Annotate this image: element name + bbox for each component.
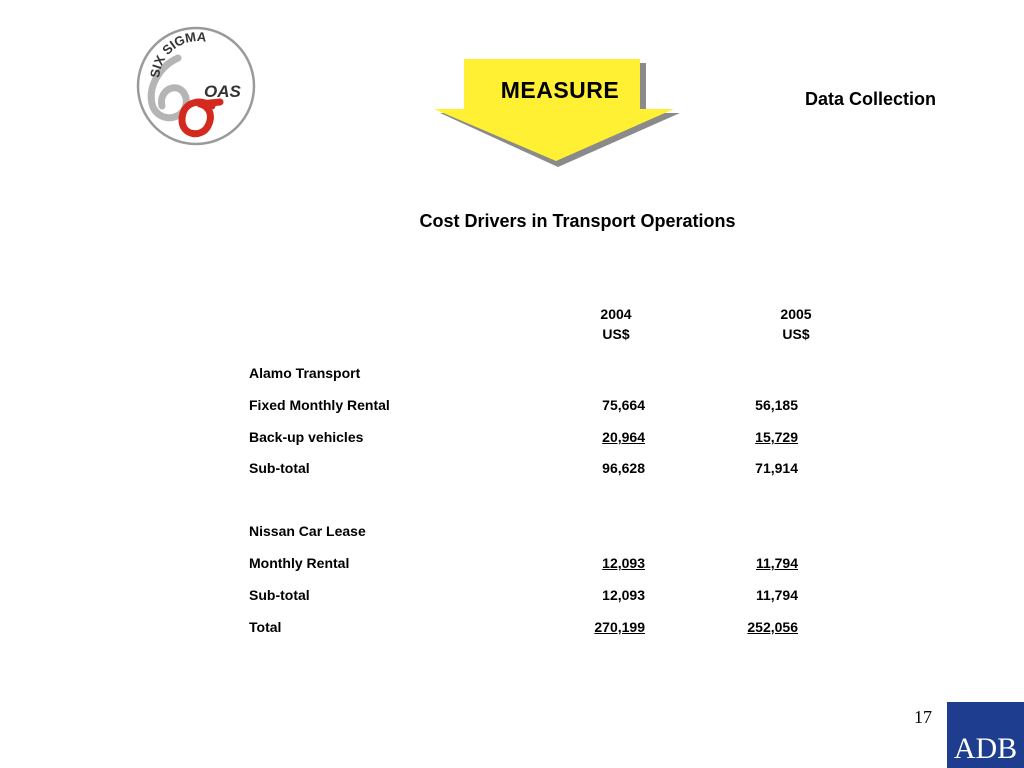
column-header-2005 <box>751 304 841 344</box>
cell-2005: 15,729 <box>755 429 798 445</box>
column-year: 2004 <box>600 306 632 322</box>
page-number: 17 <box>914 707 932 727</box>
cell-2004: 12,093 <box>602 587 645 603</box>
cell-2004: 75,664 <box>602 397 645 413</box>
svg-text:SIX SIGMA: SIX SIGMA <box>147 28 208 79</box>
column-unit: US$ <box>602 326 630 342</box>
column-year: 2005 <box>780 306 812 322</box>
cell-2005: 252,056 <box>747 619 798 635</box>
phase-label: MEASURE <box>500 77 620 103</box>
row-label: Nissan Car Lease <box>249 523 366 539</box>
section-label: Data Collection <box>804 89 936 109</box>
row-label: Fixed Monthly Rental <box>249 397 390 413</box>
cell-2005: 56,185 <box>755 397 798 413</box>
page-title: Cost Drivers in Transport Operations <box>419 211 736 231</box>
column-header-2004 <box>571 304 661 344</box>
row-label: Alamo Transport <box>249 365 361 381</box>
row-label: Back-up vehicles <box>249 429 364 445</box>
column-unit: US$ <box>782 326 810 342</box>
brand-text: ADB <box>953 732 1018 765</box>
cell-2004: 20,964 <box>602 429 645 445</box>
svg-text:OAS: OAS <box>204 82 241 101</box>
cell-2005: 11,794 <box>755 587 798 603</box>
cell-2005: 11,794 <box>755 555 798 571</box>
six-sigma-oas-logo <box>134 24 258 148</box>
adb-logo <box>947 702 1024 768</box>
row-label: Total <box>249 619 282 635</box>
row-label: Monthly Rental <box>249 555 350 571</box>
row-label: Sub-total <box>249 460 310 476</box>
cell-2004: 96,628 <box>602 460 645 476</box>
cell-2005: 71,914 <box>755 460 798 476</box>
cell-2004: 12,093 <box>602 555 645 571</box>
measure-phase-arrow <box>430 55 680 170</box>
row-label: Sub-total <box>249 587 310 603</box>
cell-2004: 270,199 <box>594 619 645 635</box>
